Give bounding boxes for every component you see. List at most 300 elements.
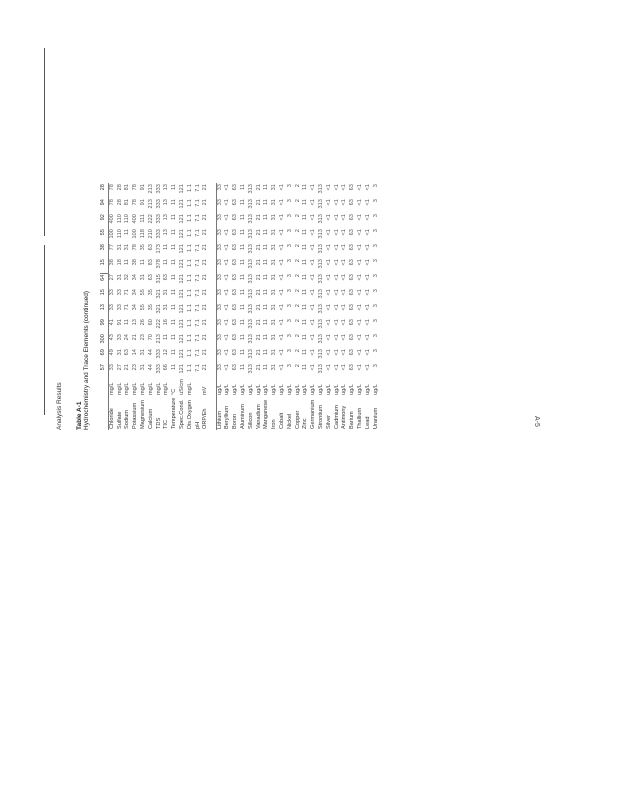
left-margin-rule-lower: [44, 245, 45, 415]
value-cell: <1: [364, 334, 371, 341]
value-cell: 3: [286, 349, 293, 353]
value-cell: 21: [202, 214, 209, 221]
value-cell: 313: [247, 364, 254, 374]
table-row: [224, 183, 232, 430]
value-cell: 100: [108, 229, 115, 239]
unit-cell: mg/L: [186, 382, 193, 395]
parameter-name: TDS: [155, 417, 162, 429]
value-cell: 31: [116, 274, 123, 281]
value-cell: 121: [178, 304, 185, 314]
value-cell: 21: [202, 244, 209, 251]
value-cell: 7.1: [194, 259, 201, 267]
value-cell: 31: [271, 334, 278, 341]
table-row: [271, 183, 279, 430]
value-cell: <1: [364, 199, 371, 206]
value-cell: 63: [349, 184, 356, 191]
parameter-name: Nickel: [286, 413, 293, 429]
value-cell: 63: [232, 184, 239, 191]
value-cell: <1: [325, 244, 332, 251]
unit-cell: ug/L: [247, 384, 254, 395]
value-cell: <1: [279, 214, 286, 221]
value-cell: <1: [357, 289, 363, 296]
value-cell: <1: [325, 214, 332, 221]
value-cell: 63: [232, 199, 239, 206]
value-cell: <1: [341, 349, 348, 356]
value-cell: 313: [247, 184, 254, 194]
value-cell: <1: [357, 349, 363, 356]
unit-cell: ug/L: [357, 384, 363, 395]
value-cell: <1: [357, 184, 363, 191]
column-header: [100, 378, 108, 396]
value-cell: 31: [124, 244, 131, 251]
unit-cell: ug/L: [325, 384, 332, 395]
value-cell: <1: [310, 229, 317, 236]
parameter-name: Vanadium: [255, 404, 262, 429]
value-cell: 63: [349, 319, 356, 326]
unit-cell: ug/L: [232, 384, 239, 395]
table-row: [326, 183, 334, 430]
unit-cell: uS/cm: [178, 379, 185, 395]
value-cell: <1: [341, 259, 348, 266]
value-cell: 121: [178, 289, 185, 299]
value-cell: <1: [357, 274, 363, 281]
value-cell: 21: [255, 244, 262, 251]
value-cell: 11: [240, 304, 247, 310]
value-cell: 118: [139, 229, 146, 239]
column-header: 57: [100, 363, 108, 378]
value-cell: 21: [255, 349, 262, 356]
unit-cell: [195, 378, 203, 396]
value-cell: <1: [364, 184, 371, 191]
value-cell: 222: [147, 214, 154, 224]
value-cell: 28: [116, 199, 123, 206]
parameter-name: Potassium: [132, 402, 139, 429]
parameter-name: Magnesium: [139, 400, 146, 429]
value-cell: 11: [263, 364, 270, 370]
value-cell: 121: [178, 319, 185, 329]
value-cell: 333: [155, 214, 162, 224]
value-cell: 78: [132, 199, 139, 206]
value-cell: <1: [224, 319, 231, 326]
value-cell: 21: [202, 349, 209, 356]
value-cell: 63: [232, 259, 239, 266]
value-cell: 11: [171, 319, 178, 325]
value-cell: 110: [124, 214, 131, 224]
value-cell: 313: [318, 274, 325, 284]
value-cell: 2: [294, 364, 301, 368]
value-cell: 400: [108, 214, 115, 224]
value-cell: 14: [132, 349, 139, 356]
value-cell: <1: [357, 304, 363, 311]
value-cell: 33: [108, 364, 115, 371]
section-name: Analysis Results: [56, 382, 63, 430]
value-cell: 3: [372, 214, 379, 218]
value-cell: 321: [155, 304, 162, 314]
unit-cell: ug/L: [372, 384, 379, 395]
value-cell: 1.1: [186, 184, 193, 192]
table-row: [357, 183, 365, 430]
value-cell: 31: [271, 274, 278, 281]
value-cell: 3: [372, 364, 379, 368]
value-cell: 31: [271, 319, 278, 326]
value-cell: 21: [255, 304, 262, 311]
value-cell: <1: [364, 364, 371, 371]
column-header: 15: [100, 288, 108, 303]
parameter-name: Germanium: [310, 399, 317, 429]
value-cell: 2: [294, 214, 301, 218]
value-cell: 11: [171, 259, 178, 265]
value-cell: 63: [232, 229, 239, 236]
value-cell: 33: [216, 348, 224, 363]
value-cell: 2: [294, 304, 301, 308]
value-cell: 121: [178, 334, 185, 344]
value-cell: <1: [364, 274, 371, 281]
value-cell: 26: [139, 319, 146, 326]
value-cell: <1: [325, 229, 332, 236]
value-cell: 11: [240, 319, 247, 325]
value-cell: <1: [224, 214, 231, 221]
value-cell: 35: [147, 289, 154, 296]
value-cell: 33: [216, 198, 224, 213]
value-cell: 11: [263, 304, 270, 310]
value-cell: 3: [372, 319, 379, 323]
unit-cell: mg/L: [108, 382, 115, 395]
table-row: [263, 183, 271, 430]
value-cell: 7.1: [194, 184, 201, 192]
value-cell: <1: [333, 289, 340, 296]
value-cell: 213: [147, 184, 154, 194]
value-cell: 333: [155, 349, 162, 359]
value-cell: 33: [108, 289, 115, 296]
value-cell: 11: [302, 229, 309, 235]
value-cell: 11: [240, 274, 247, 280]
value-cell: 21: [255, 199, 262, 206]
value-cell: <1: [333, 319, 340, 326]
value-cell: 7.1: [194, 364, 201, 372]
unit-cell: ug/L: [341, 384, 348, 395]
value-cell: 1.1: [186, 304, 193, 312]
value-cell: 34: [132, 289, 139, 296]
value-cell: 11: [171, 274, 178, 280]
value-cell: 63: [349, 259, 356, 266]
value-cell: <1: [333, 184, 340, 191]
parameter-name: Aluminum: [240, 404, 247, 429]
value-cell: 313: [318, 214, 325, 224]
value-cell: 21: [255, 334, 262, 341]
value-cell: <1: [341, 319, 348, 326]
value-cell: 11: [163, 244, 170, 250]
value-cell: 333: [155, 199, 162, 209]
value-cell: 7.1: [194, 334, 201, 342]
value-cell: <1: [357, 199, 363, 206]
value-cell: 21: [202, 319, 209, 326]
value-cell: 11: [139, 259, 146, 265]
value-cell: 11: [171, 334, 178, 340]
value-cell: 7.1: [194, 349, 201, 357]
value-cell: <1: [325, 349, 332, 356]
unit-cell: mg/L: [132, 382, 139, 395]
value-cell: 3: [286, 274, 293, 278]
value-cell: 3: [286, 289, 293, 293]
value-cell: 313: [247, 304, 254, 314]
value-cell: 313: [318, 304, 325, 314]
value-cell: 313: [318, 289, 325, 299]
value-cell: 313: [247, 199, 254, 209]
value-cell: 3: [286, 259, 293, 263]
parameter-name: Silicon: [247, 412, 254, 429]
value-cell: 63: [232, 364, 239, 371]
value-cell: 31: [271, 184, 278, 191]
value-cell: 378: [155, 259, 162, 269]
value-cell: 11: [302, 364, 309, 370]
value-cell: 1.1: [186, 214, 193, 222]
value-cell: <1: [341, 289, 348, 296]
value-cell: 21: [255, 214, 262, 221]
table-row: [334, 183, 342, 430]
value-cell: 63: [163, 274, 170, 281]
value-cell: 173: [155, 244, 162, 254]
parameter-name: Chloride: [108, 408, 115, 429]
value-cell: 63: [349, 214, 356, 221]
value-cell: 1.1: [186, 274, 193, 282]
value-cell: 63: [349, 229, 356, 236]
value-cell: 313: [247, 319, 254, 329]
unit-cell: ug/L: [263, 384, 270, 395]
value-cell: 110: [116, 229, 123, 239]
value-cell: 21: [255, 289, 262, 296]
value-cell: <1: [341, 304, 348, 311]
table-header-row: [100, 183, 108, 430]
unit-cell: ug/L: [318, 384, 325, 395]
value-cell: 2: [294, 184, 301, 188]
value-cell: 63: [349, 349, 356, 356]
value-cell: <1: [341, 334, 348, 341]
value-cell: 11: [240, 199, 247, 205]
value-cell: 91: [139, 199, 146, 206]
value-cell: 11: [240, 259, 247, 265]
value-cell: <1: [325, 364, 332, 371]
parameter-name: Strontium: [318, 405, 325, 429]
value-cell: <1: [357, 259, 363, 266]
value-cell: 33: [216, 288, 224, 303]
value-cell: 313: [318, 364, 325, 374]
value-cell: 63: [232, 334, 239, 341]
value-cell: 81: [124, 199, 131, 206]
value-cell: 11: [171, 229, 178, 235]
value-cell: 21: [255, 319, 262, 326]
value-cell: 63: [232, 214, 239, 221]
value-cell: 1.1: [186, 229, 193, 237]
value-cell: 1.1: [186, 244, 193, 252]
value-cell: 400: [132, 214, 139, 224]
value-cell: <1: [364, 349, 371, 356]
value-cell: 11: [240, 184, 247, 190]
value-cell: 18: [116, 259, 123, 266]
value-cell: 21: [202, 184, 209, 191]
value-cell: <1: [333, 334, 340, 341]
value-cell: 100: [132, 229, 139, 239]
value-cell: 11: [263, 349, 270, 355]
value-cell: 63: [349, 274, 356, 281]
value-cell: 3: [372, 289, 379, 293]
value-cell: 33: [116, 334, 123, 341]
value-cell: 11: [171, 199, 178, 205]
value-cell: 121: [178, 259, 185, 269]
value-cell: 77: [108, 244, 115, 251]
value-cell: 91: [139, 184, 146, 191]
value-cell: 33: [216, 183, 224, 198]
table-row: [318, 183, 326, 430]
value-cell: <1: [364, 229, 371, 236]
value-cell: 31: [271, 229, 278, 236]
column-header: 94: [100, 198, 108, 213]
value-cell: 313: [247, 244, 254, 254]
value-cell: <1: [224, 304, 231, 311]
value-cell: 21: [124, 364, 131, 371]
value-cell: 313: [318, 199, 325, 209]
parameter-name: Lithium: [216, 396, 224, 430]
value-cell: <1: [310, 289, 317, 296]
value-cell: 21: [202, 334, 209, 341]
value-cell: <1: [224, 184, 231, 191]
unit-cell: mV: [202, 386, 209, 395]
value-cell: <1: [357, 319, 363, 326]
value-cell: 2: [294, 244, 301, 248]
value-cell: 33: [216, 228, 224, 243]
value-cell: <1: [364, 319, 371, 326]
value-cell: 11: [240, 229, 247, 235]
value-cell: <1: [364, 304, 371, 311]
value-cell: <1: [325, 289, 332, 296]
value-cell: 313: [247, 334, 254, 344]
value-cell: 2: [294, 259, 301, 263]
value-cell: 43: [108, 334, 115, 341]
value-cell: 11: [163, 334, 170, 340]
value-cell: 63: [232, 289, 239, 296]
value-cell: <1: [310, 199, 317, 206]
value-cell: 110: [116, 214, 123, 224]
value-cell: <1: [224, 274, 231, 281]
value-cell: 313: [318, 229, 325, 239]
value-cell: 11: [302, 244, 309, 250]
value-cell: <1: [333, 259, 340, 266]
parameter-name: Antimony: [341, 405, 348, 429]
table-row: [140, 183, 148, 430]
value-cell: 31: [271, 304, 278, 311]
value-cell: <1: [341, 229, 348, 236]
value-cell: 31: [271, 199, 278, 206]
value-cell: 11: [171, 214, 178, 220]
value-cell: 321: [155, 289, 162, 299]
value-cell: 13: [163, 214, 170, 221]
value-cell: 313: [247, 349, 254, 359]
value-cell: 34: [132, 274, 139, 281]
parameter-name: Barium: [349, 411, 356, 429]
value-cell: 63: [349, 289, 356, 296]
value-cell: <1: [224, 334, 231, 341]
value-cell: <1: [333, 199, 340, 206]
value-cell: 31: [163, 289, 170, 296]
value-cell: <1: [224, 289, 231, 296]
value-cell: 23: [139, 334, 146, 341]
value-cell: 11: [263, 259, 270, 265]
value-cell: <1: [341, 184, 348, 191]
value-cell: 13: [132, 319, 139, 326]
table-row: [373, 183, 381, 430]
table-row: [349, 183, 357, 430]
value-cell: <1: [279, 244, 286, 251]
value-cell: 32: [124, 274, 131, 281]
value-cell: <1: [333, 244, 340, 251]
value-cell: 21: [255, 259, 262, 266]
value-cell: <1: [333, 274, 340, 281]
value-cell: 121: [178, 184, 185, 194]
value-cell: 63: [349, 244, 356, 251]
value-cell: 11: [263, 229, 270, 235]
parameter-name: Sodium: [124, 410, 131, 429]
value-cell: 13: [163, 184, 170, 191]
value-cell: <1: [279, 289, 286, 296]
value-cell: <1: [310, 319, 317, 326]
value-cell: <1: [310, 259, 317, 266]
value-cell: <1: [310, 334, 317, 341]
value-cell: <1: [333, 214, 340, 221]
parameter-name: Beryllium: [224, 405, 231, 429]
unit-cell: ug/L: [310, 384, 317, 395]
value-cell: 11: [240, 364, 247, 370]
data-table: [100, 183, 380, 430]
value-cell: 313: [247, 214, 254, 224]
value-cell: <1: [310, 364, 317, 371]
value-cell: 315: [155, 274, 162, 284]
value-cell: 1.1: [186, 364, 193, 372]
value-cell: <1: [310, 184, 317, 191]
value-cell: 24: [124, 334, 131, 341]
table-row: [108, 183, 116, 430]
value-cell: 27: [108, 274, 115, 281]
table-row: [279, 183, 287, 430]
table-row: [302, 183, 310, 430]
value-cell: 3: [286, 364, 293, 368]
table-row: [216, 183, 224, 430]
value-cell: 11: [302, 199, 309, 205]
value-cell: <1: [357, 334, 363, 341]
value-cell: <1: [341, 364, 348, 371]
value-cell: 2: [294, 289, 301, 293]
column-header: 64: [100, 273, 108, 288]
value-cell: 55: [139, 289, 146, 296]
value-cell: 1.1: [186, 319, 193, 327]
value-cell: 3: [372, 199, 379, 203]
value-cell: 16: [163, 319, 170, 326]
value-cell: 213: [155, 334, 162, 344]
value-cell: 210: [147, 229, 154, 239]
rotated-table-block: [50, 50, 540, 430]
table-row: [187, 183, 195, 430]
value-cell: 63: [349, 304, 356, 311]
value-cell: 83: [147, 259, 154, 266]
value-cell: 63: [349, 364, 356, 371]
value-cell: 33: [116, 289, 123, 296]
value-cell: 31: [139, 349, 146, 356]
left-margin-rule: [44, 48, 45, 236]
parameter-name: Thallium: [357, 407, 363, 429]
value-cell: 21: [202, 274, 209, 281]
value-cell: <1: [325, 259, 332, 266]
value-cell: 71: [124, 289, 131, 296]
value-cell: <1: [310, 274, 317, 281]
value-cell: 313: [318, 184, 325, 194]
